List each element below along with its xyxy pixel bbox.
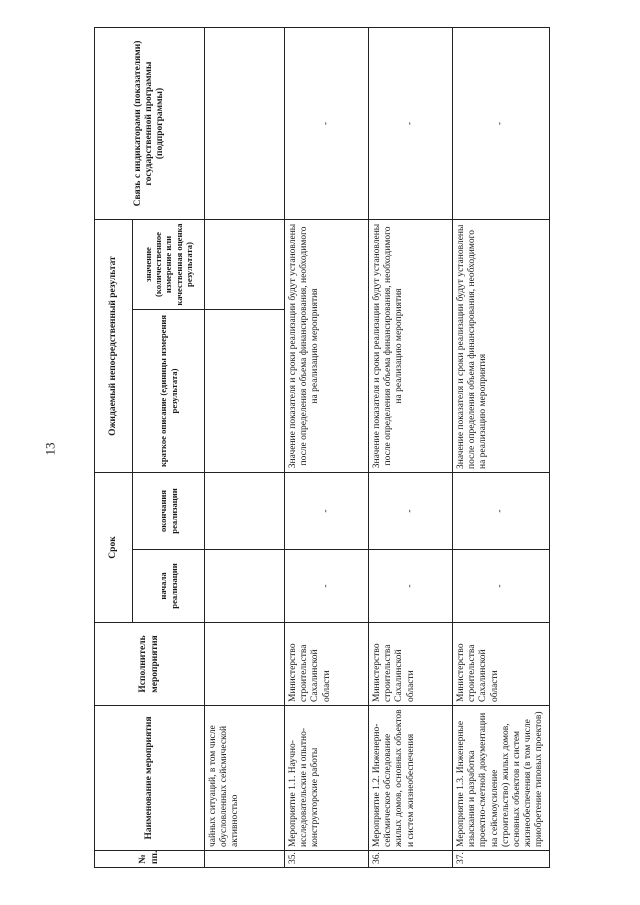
cell-end: -	[453, 473, 550, 550]
table-row	[369, 28, 453, 868]
cell-end: -	[369, 473, 453, 550]
header-executor: Исполнитель мероприятия	[95, 623, 205, 706]
cell-short	[205, 310, 285, 473]
header-num: № пп.	[95, 851, 205, 868]
cell-num: 37.	[453, 851, 550, 868]
header-expected-value: значение (количественное измерение или качественная оценка результата)	[133, 220, 205, 310]
cell-start: -	[453, 550, 550, 623]
measures-table	[94, 27, 550, 868]
cell-executor: Министерство строительства Сахалинской области	[369, 623, 453, 706]
cell-end	[205, 473, 285, 550]
cell-name: чайных ситуаций, в том числе обусловленных сейсмической активностью	[205, 706, 285, 851]
cell-short: Значение показателя и сроки реализации будут установлены после определения объема финансирования, необходимого на реализацию мероприятия	[285, 220, 369, 473]
cell-link: -	[285, 28, 369, 220]
cell-name: Мероприятие 1.2. Инженерно-сейсмическое обследование жилых домов, основных объектов и систем жизнеобеспечения	[369, 706, 453, 851]
cell-name: Мероприятие 1.3. Инженерные изыскания и разработка проектно-сметной документации на сейсмоусиление (строительство) жилых домов, основных объектов и систем жизнеобеспечения (в том числе приобретение типовых проектов)	[453, 706, 550, 851]
cell-short: Значение показателя и сроки реализации будут установлены после определения объема финансирования, необходимого на реализацию мероприятия	[369, 220, 453, 473]
cell-start: -	[369, 550, 453, 623]
cell-short: Значение показателя и сроки реализации будут установлены после определения объема финансирования, необходимого на реализацию мероприятия	[453, 220, 550, 473]
header-expected-short: краткое описание (единицы измерения результата)	[133, 310, 205, 473]
header-term: Срок	[95, 473, 133, 623]
cell-name: Мероприятие 1.1. Научно-исследовательские и опытно-конструкторские работы	[285, 706, 369, 851]
cell-executor: Министерство строительства Сахалинской области	[453, 623, 550, 706]
cell-start: -	[285, 550, 369, 623]
rotated-table-container	[94, 28, 549, 868]
header-expected: Ожидаемый непосредственный результат	[95, 220, 133, 473]
header-row-1	[95, 28, 133, 868]
header-term-start: начала реализации	[133, 550, 205, 623]
cell-link	[205, 28, 285, 220]
cell-num	[205, 851, 285, 868]
cell-value	[205, 220, 285, 310]
table-row	[285, 28, 369, 868]
cell-executor	[205, 623, 285, 706]
cell-link: -	[369, 28, 453, 220]
table-row	[205, 28, 285, 868]
cell-link: -	[453, 28, 550, 220]
cell-end: -	[285, 473, 369, 550]
cell-num: 35.	[285, 851, 369, 868]
page-number: 13	[42, 442, 58, 456]
header-term-end: окончания реализации	[133, 473, 205, 550]
header-name: Наименование мероприятия	[95, 706, 205, 851]
cell-executor: Министерство строительства Сахалинской области	[285, 623, 369, 706]
table-row	[453, 28, 550, 868]
header-link: Связь с индикаторами (показателями) государственной программы (подпрограммы)	[95, 28, 205, 220]
cell-start	[205, 550, 285, 623]
cell-num: 36.	[369, 851, 453, 868]
